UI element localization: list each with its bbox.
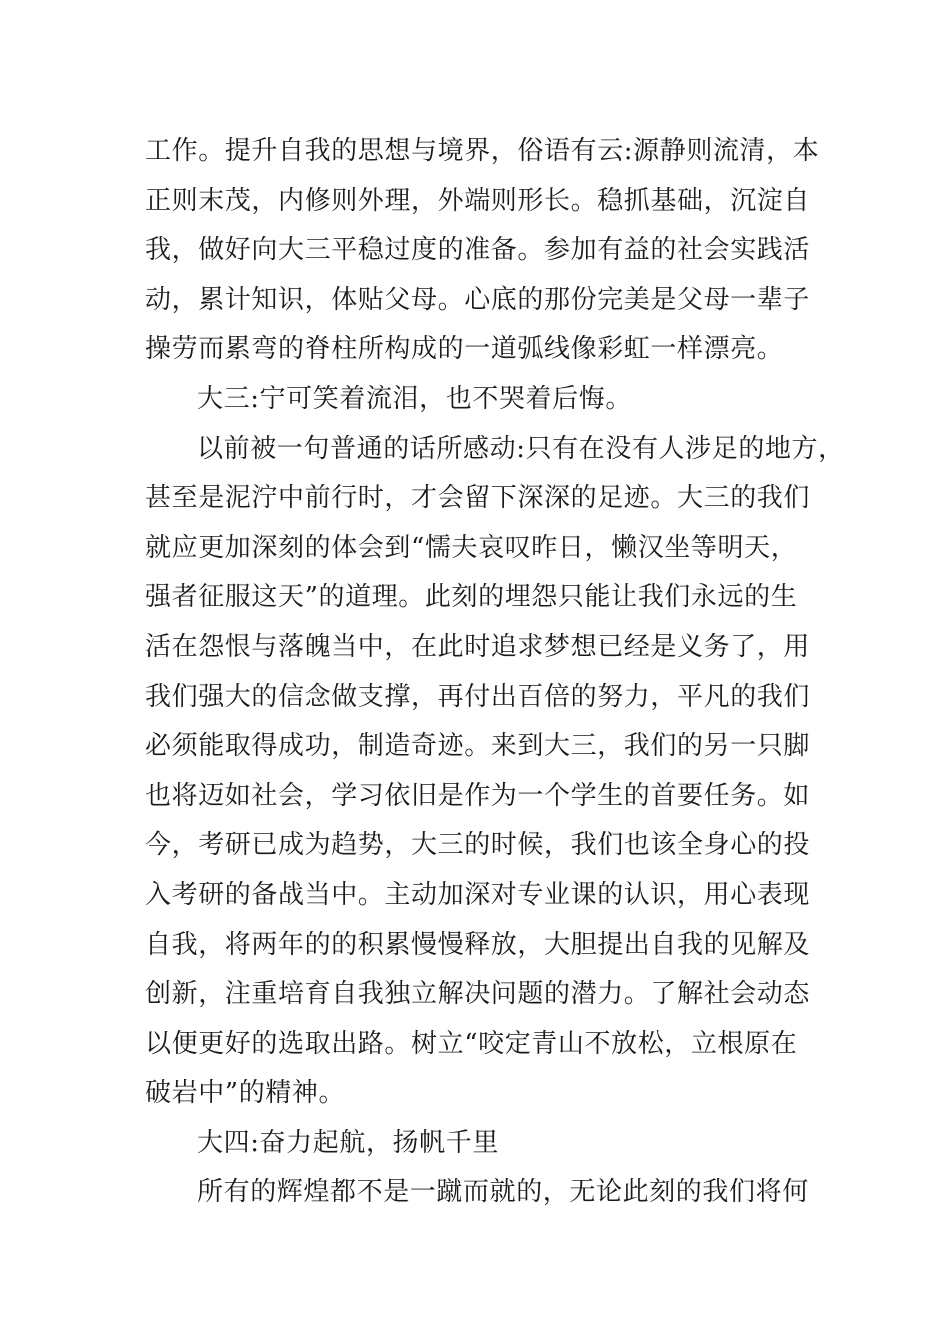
paragraph-line: 动，累计知识，体贴父母。心底的那份完美是父母一辈子 [145,284,811,315]
paragraph-line: 今，考研已成为趋势，大三的时候，我们也该全身心的投 [145,830,811,861]
paragraph-line: 必须能取得成功，制造奇迹。来到大三，我们的另一只脚 [145,731,811,762]
paragraph-line: 破岩中”的精神。 [145,1078,346,1109]
paragraph-line: 自我，将两年的的积累慢慢释放，大胆提出自我的见解及 [145,929,811,960]
paragraph-line: 创新，注重培育自我独立解决问题的潜力。了解社会动态 [145,979,811,1010]
section-heading-year-four: 大四:奋力起航，扬帆千里 [197,1127,499,1158]
paragraph-line: 正则末茂，内修则外理，外端则形长。稳抓基础，沉淀自 [145,185,811,216]
paragraph-line: 所有的辉煌都不是一蹴而就的，无论此刻的我们将何 [197,1177,809,1208]
paragraph-line: 就应更加深刻的体会到“懦夫哀叹昨日，懒汉坐等明天， [145,532,798,563]
paragraph-line: 活在怨恨与落魄当中，在此时追求梦想已经是义务了，用 [145,631,811,662]
paragraph-line: 入考研的备战当中。主动加深对专业课的认识，用心表现 [145,879,811,910]
paragraph-line: 强者征服这天”的道理。此刻的埋怨只能让我们永远的生 [145,582,798,613]
document-body [145,127,845,1218]
paragraph-line: 以前被一句普通的话所感动:只有在没有人涉足的地方， [197,433,845,464]
paragraph-line: 我们强大的信念做支撑，再付出百倍的努力，平凡的我们 [145,681,811,712]
paragraph-line: 也将迈如社会，学习依旧是作为一个学生的首要任务。如 [145,780,811,811]
paragraph-line: 操劳而累弯的脊柱所构成的一道弧线像彩虹一样漂亮。 [145,334,784,365]
paragraph-line: 以便更好的选取出路。树立“咬定青山不放松，立根原在 [145,1028,798,1059]
paragraph-line: 我，做好向大三平稳过度的准备。参加有益的社会实践活 [145,235,811,266]
section-heading-year-three: 大三:宁可笑着流泪，也不哭着后悔。 [197,383,632,414]
paragraph-line: 甚至是泥泞中前行时，才会留下深深的足迹。大三的我们 [145,483,811,514]
paragraph-line: 工作。提升自我的思想与境界，俗语有云:源静则流清，本 [145,136,820,166]
